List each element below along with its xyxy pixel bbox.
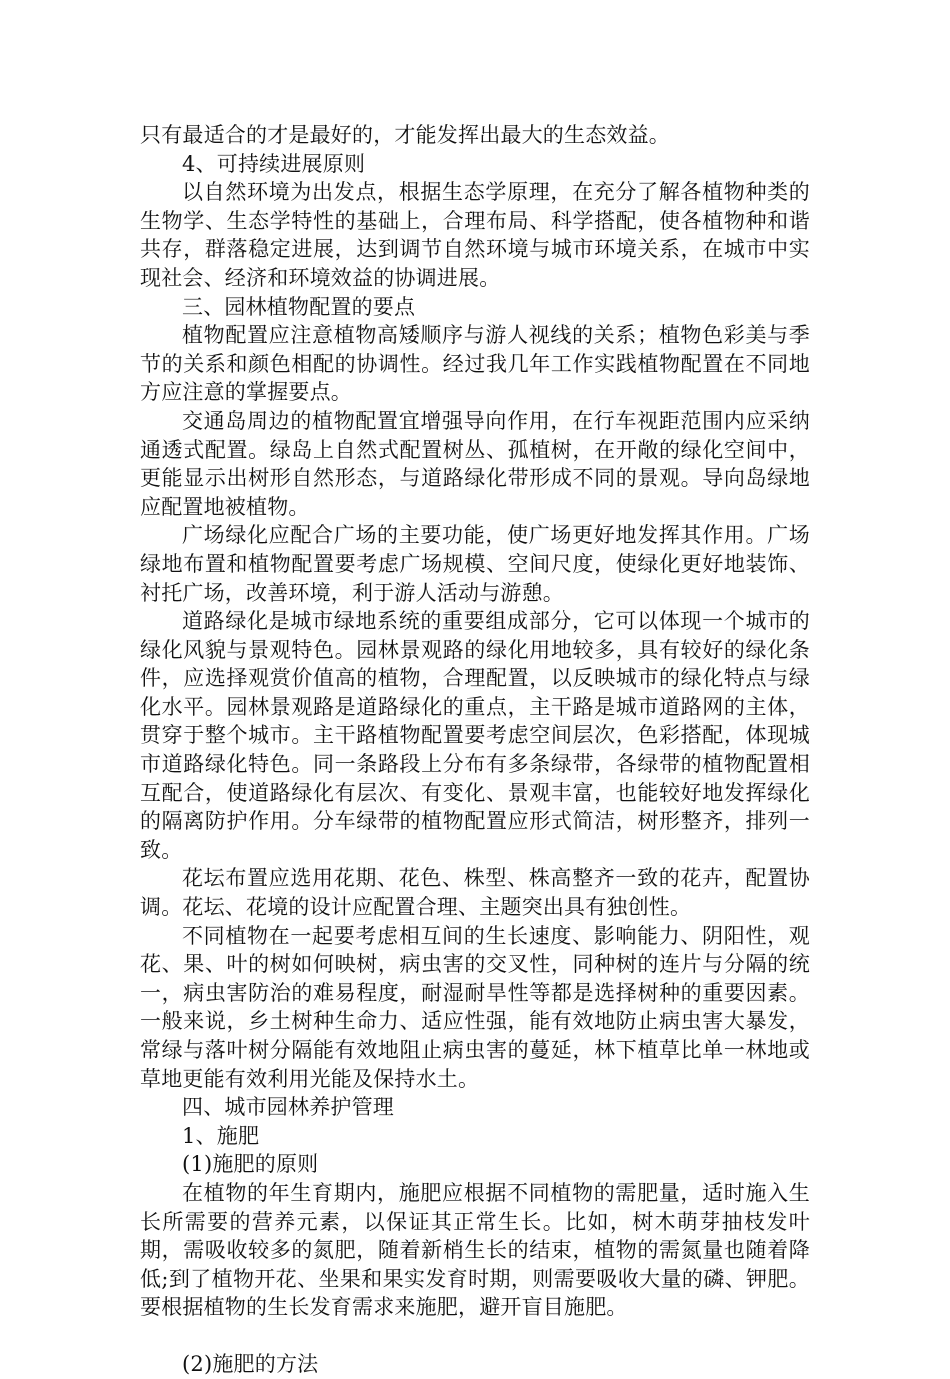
- paragraph: 道路绿化是城市绿地系统的重要组成部分，它可以体现一个城市的绿化风貌与景观特色。园林景观路的绿化用地较多，具有较好的绿化条件，应选择观赏价值高的植物，合理配置，以反映城市的绿化特点与绿化水平。园林景观路是道路绿化的重点，主干路是城市道路网的主体，贯穿于整个城市。主干路植物配置要考虑空间层次，色彩搭配，体现城市道路绿化特色。同一条路段上分布有多条绿带，各绿带的植物配置相互配合，使道路绿化有层次、有变化、景观丰富，也能较好地发挥绿化的隔离防护作用。分车绿带的植物配置应形式简洁，树形整齐，排列一致。: [140, 609, 810, 862]
- paragraph: 不同植物在一起要考虑相互间的生长速度、影响能力、阴阳性，观花、果、叶的树如何映树，病虫害的交叉性，同种树的连片与分隔的统一，病虫害防治的难易程度，耐湿耐旱性等都是选择树种的重要因素。一般来说，乡土树种生命力、适应性强，能有效地防止病虫害大暴发，常绿与落叶树分隔能有效地阻止病虫害的蔓延，林下植草比单一林地或草地更能有效利用光能及保持水土。: [140, 923, 810, 1091]
- paragraph-gap: [140, 1322, 810, 1350]
- subsection-heading-fertilizing-method: (2)施肥的方法: [182, 1351, 319, 1376]
- paragraph: 以自然环境为出发点，根据生态学原理，在充分了解各植物种类的生物学、生态学特性的基础上，合理布局、科学搭配，使各植物种和谐共存，群落稳定进展，达到调节自然环境与城市环境关系，在城市中实现社会、经济和环境效益的协调进展。: [140, 180, 810, 290]
- paragraph: 花坛布置应选用花期、花色、株型、株高整齐一致的花卉，配置协调。花坛、花境的设计应配置合理、主题突出具有独创性。: [140, 866, 810, 920]
- section-heading-sustainable-principle: 4、可持续进展原则: [182, 151, 366, 176]
- paragraph-continuation: 只有最适合的才是最好的，才能发挥出最大的生态效益。: [140, 123, 670, 147]
- subsection-heading-fertilizing-principle: (1)施肥的原则: [182, 1152, 319, 1177]
- paragraph: 在植物的年生育期内，施肥应根据不同植物的需肥量，适时施入生长所需要的营养元素，以保证其正常生长。比如，树木萌芽抽枝发叶期，需吸收较多的氮肥，随着新梢生长的结束，植物的需氮量也随着降低;到了植物开花、坐果和果实发育时期，则需要吸收大量的磷、钾肥。要根据植物的生长发育需求来施肥，避开盲目施肥。: [140, 1180, 810, 1320]
- subsection-heading-fertilizing: 1、施肥: [182, 1123, 260, 1148]
- paragraph: 交通岛周边的植物配置宜增强导向作用，在行车视距范围内应采纳通透式配置。绿岛上自然式配置树丛、孤植树，在开敞的绿化空间中，更能显示出树形自然形态，与道路绿化带形成不同的景观。导向岛绿地应配置地被植物。: [140, 408, 810, 519]
- paragraph: 植物配置应注意植物高矮顺序与游人视线的关系；植物色彩美与季节的关系和颜色相配的协调性。经过我几年工作实践植物配置在不同地方应注意的掌握要点。: [140, 323, 810, 405]
- section-heading-maintenance: 四、城市园林养护管理: [182, 1095, 394, 1120]
- document-body: [140, 121, 810, 1379]
- paragraph: 广场绿化应配合广场的主要功能，使广场更好地发挥其作用。广场绿地布置和植物配置要考虑广场规模、空间尺度，使绿化更好地装饰、衬托广场，改善环境，利于游人活动与游憩。: [140, 523, 810, 605]
- section-heading-plant-configuration: 三、园林植物配置的要点: [182, 294, 416, 319]
